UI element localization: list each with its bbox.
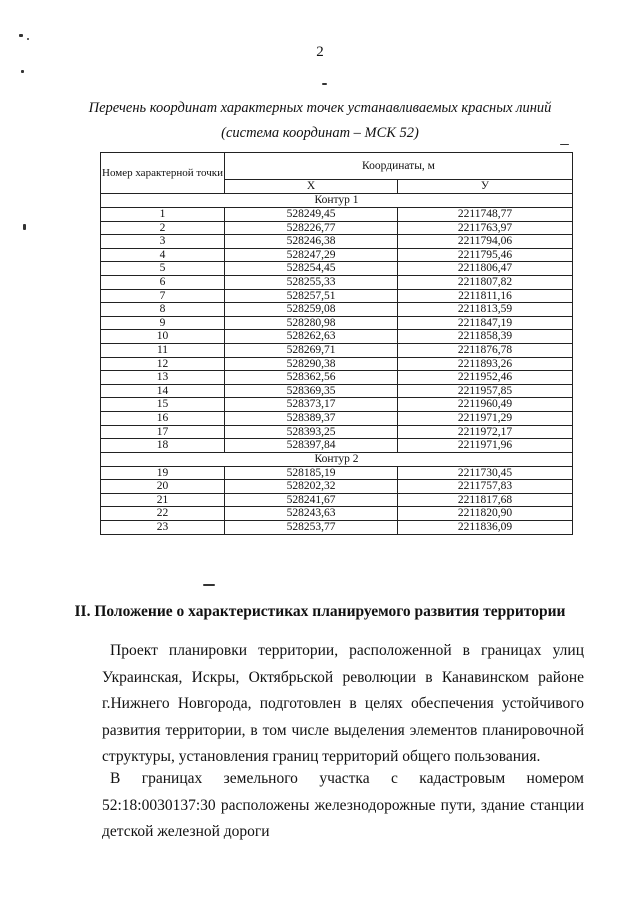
y-coordinate-cell: 2211847,19 [398, 316, 573, 330]
table-row [101, 493, 573, 507]
x-coordinate-cell: 528247,29 [225, 248, 398, 262]
y-coordinate-cell: 2211836,09 [398, 521, 573, 535]
x-coordinate-cell: 528369,35 [225, 384, 398, 398]
contour-row [101, 452, 573, 466]
point-number-cell: 16 [101, 411, 225, 425]
x-coordinate-cell: 528280,98 [225, 316, 398, 330]
x-coordinate-cell: 528362,56 [225, 371, 398, 385]
point-number-cell: 17 [101, 425, 225, 439]
point-number-cell: 20 [101, 480, 225, 494]
table-row [101, 248, 573, 262]
y-coordinate-cell: 2211972,17 [398, 425, 573, 439]
table-row [101, 303, 573, 317]
table-row [101, 521, 573, 535]
table-row [101, 384, 573, 398]
table-title: Перечень координат характерных точек устанавливаемых красных линий [88, 100, 552, 116]
contour-label: Контур 2 [101, 452, 573, 466]
x-coordinate-cell: 528393,25 [225, 425, 398, 439]
y-coordinate-cell: 2211817,68 [398, 493, 573, 507]
x-coordinate-cell: 528226,77 [225, 221, 398, 235]
point-number-cell: 19 [101, 466, 225, 480]
table-body [101, 194, 573, 535]
y-coordinate-cell: 2211763,97 [398, 221, 573, 235]
y-coordinate-cell: 2211952,46 [398, 371, 573, 385]
contour-label: Контур 1 [101, 194, 573, 208]
coordinates-table [100, 152, 573, 535]
point-number-cell: 2 [101, 221, 225, 235]
point-number-cell: 22 [101, 507, 225, 521]
y-coordinate-cell: 2211957,85 [398, 384, 573, 398]
point-number-cell: 23 [101, 521, 225, 535]
point-number-cell: 18 [101, 439, 225, 453]
x-coordinate-cell: 528202,32 [225, 480, 398, 494]
x-coordinate-cell: 528397,84 [225, 439, 398, 453]
point-number-cell: 3 [101, 235, 225, 249]
paragraph-2-text: В границах земельного участка с кадастровым номером 52:18:0030137:30 расположены железнодорожные пути, здание станции детской железной дороги [102, 770, 584, 840]
table-row [101, 371, 573, 385]
point-number-cell: 6 [101, 275, 225, 289]
y-coordinate-cell: 2211893,26 [398, 357, 573, 371]
point-number-cell: 8 [101, 303, 225, 317]
point-number-cell: 5 [101, 262, 225, 276]
y-coordinate-cell: 2211960,49 [398, 398, 573, 412]
table-row [101, 411, 573, 425]
scan-speck [203, 584, 215, 586]
x-coordinate-cell: 528253,77 [225, 521, 398, 535]
x-coordinate-cell: 528246,38 [225, 235, 398, 249]
y-coordinate-cell: 2211971,29 [398, 411, 573, 425]
x-coordinate-cell: 528262,63 [225, 330, 398, 344]
paragraph-1-text: Проект планировки территории, расположенной в границах улиц Украинская, Искры, Октябрьской революции в Канавинском районе г.Нижнего Новгорода, подготовлен в целях обеспечения устойчивого развития территории, в том числе выделения элементов планировочной структуры, установления границ территорий общего пользования. [102, 642, 584, 765]
y-coordinate-cell: 2211876,78 [398, 343, 573, 357]
page-number: 2 [316, 44, 324, 60]
x-coordinate-cell: 528249,45 [225, 208, 398, 222]
table-row [101, 316, 573, 330]
table-row [101, 289, 573, 303]
y-coordinate-cell: 2211794,06 [398, 235, 573, 249]
y-coordinate-cell: 2211806,47 [398, 262, 573, 276]
point-number-cell: 9 [101, 316, 225, 330]
x-coordinate-cell: 528389,37 [225, 411, 398, 425]
table-row [101, 208, 573, 222]
y-coordinate-cell: 2211811,16 [398, 289, 573, 303]
paragraph-1 [102, 638, 584, 771]
x-coordinate-cell: 528259,08 [225, 303, 398, 317]
point-number-cell: 21 [101, 493, 225, 507]
section-heading: II. Положение о характеристиках планируемого развития территории [74, 603, 566, 620]
table-subtitle: (система координат – МСК 52) [221, 125, 419, 141]
point-number-cell: 11 [101, 343, 225, 357]
contour-row [101, 194, 573, 208]
header-x: X [225, 180, 398, 194]
table-row [101, 221, 573, 235]
point-number-cell: 4 [101, 248, 225, 262]
table-row [101, 480, 573, 494]
y-coordinate-cell: 2211807,82 [398, 275, 573, 289]
point-number-cell: 12 [101, 357, 225, 371]
y-coordinate-cell: 2211971,96 [398, 439, 573, 453]
point-number-cell: 7 [101, 289, 225, 303]
point-number-cell: 10 [101, 330, 225, 344]
y-coordinate-cell: 2211730,45 [398, 466, 573, 480]
header-coordinates: Координаты, м [225, 153, 573, 180]
scan-speck [560, 144, 569, 145]
table-row [101, 398, 573, 412]
table-row [101, 275, 573, 289]
x-coordinate-cell: 528243,63 [225, 507, 398, 521]
x-coordinate-cell: 528290,38 [225, 357, 398, 371]
point-number-cell: 13 [101, 371, 225, 385]
table-row [101, 425, 573, 439]
table-row [101, 357, 573, 371]
scan-speck [19, 34, 23, 37]
table-row [101, 507, 573, 521]
point-number-cell: 1 [101, 208, 225, 222]
x-coordinate-cell: 528255,33 [225, 275, 398, 289]
table-row [101, 330, 573, 344]
x-coordinate-cell: 528373,17 [225, 398, 398, 412]
scan-speck [322, 83, 327, 85]
y-coordinate-cell: 2211813,59 [398, 303, 573, 317]
y-coordinate-cell: 2211757,83 [398, 480, 573, 494]
table-row [101, 439, 573, 453]
x-coordinate-cell: 528257,51 [225, 289, 398, 303]
paragraph-2 [102, 766, 584, 846]
y-coordinate-cell: 2211858,39 [398, 330, 573, 344]
y-coordinate-cell: 2211795,46 [398, 248, 573, 262]
table-row [101, 262, 573, 276]
x-coordinate-cell: 528241,67 [225, 493, 398, 507]
scan-speck [21, 70, 24, 73]
x-coordinate-cell: 528269,71 [225, 343, 398, 357]
header-point-number: Номер характерной точки [101, 153, 225, 194]
scan-speck [27, 38, 29, 40]
y-coordinate-cell: 2211820,90 [398, 507, 573, 521]
x-coordinate-cell: 528254,45 [225, 262, 398, 276]
y-coordinate-cell: 2211748,77 [398, 208, 573, 222]
table-row [101, 235, 573, 249]
x-coordinate-cell: 528185,19 [225, 466, 398, 480]
scan-speck [23, 224, 26, 230]
table-row [101, 343, 573, 357]
point-number-cell: 14 [101, 384, 225, 398]
point-number-cell: 15 [101, 398, 225, 412]
table-row [101, 466, 573, 480]
header-y: У [398, 180, 573, 194]
